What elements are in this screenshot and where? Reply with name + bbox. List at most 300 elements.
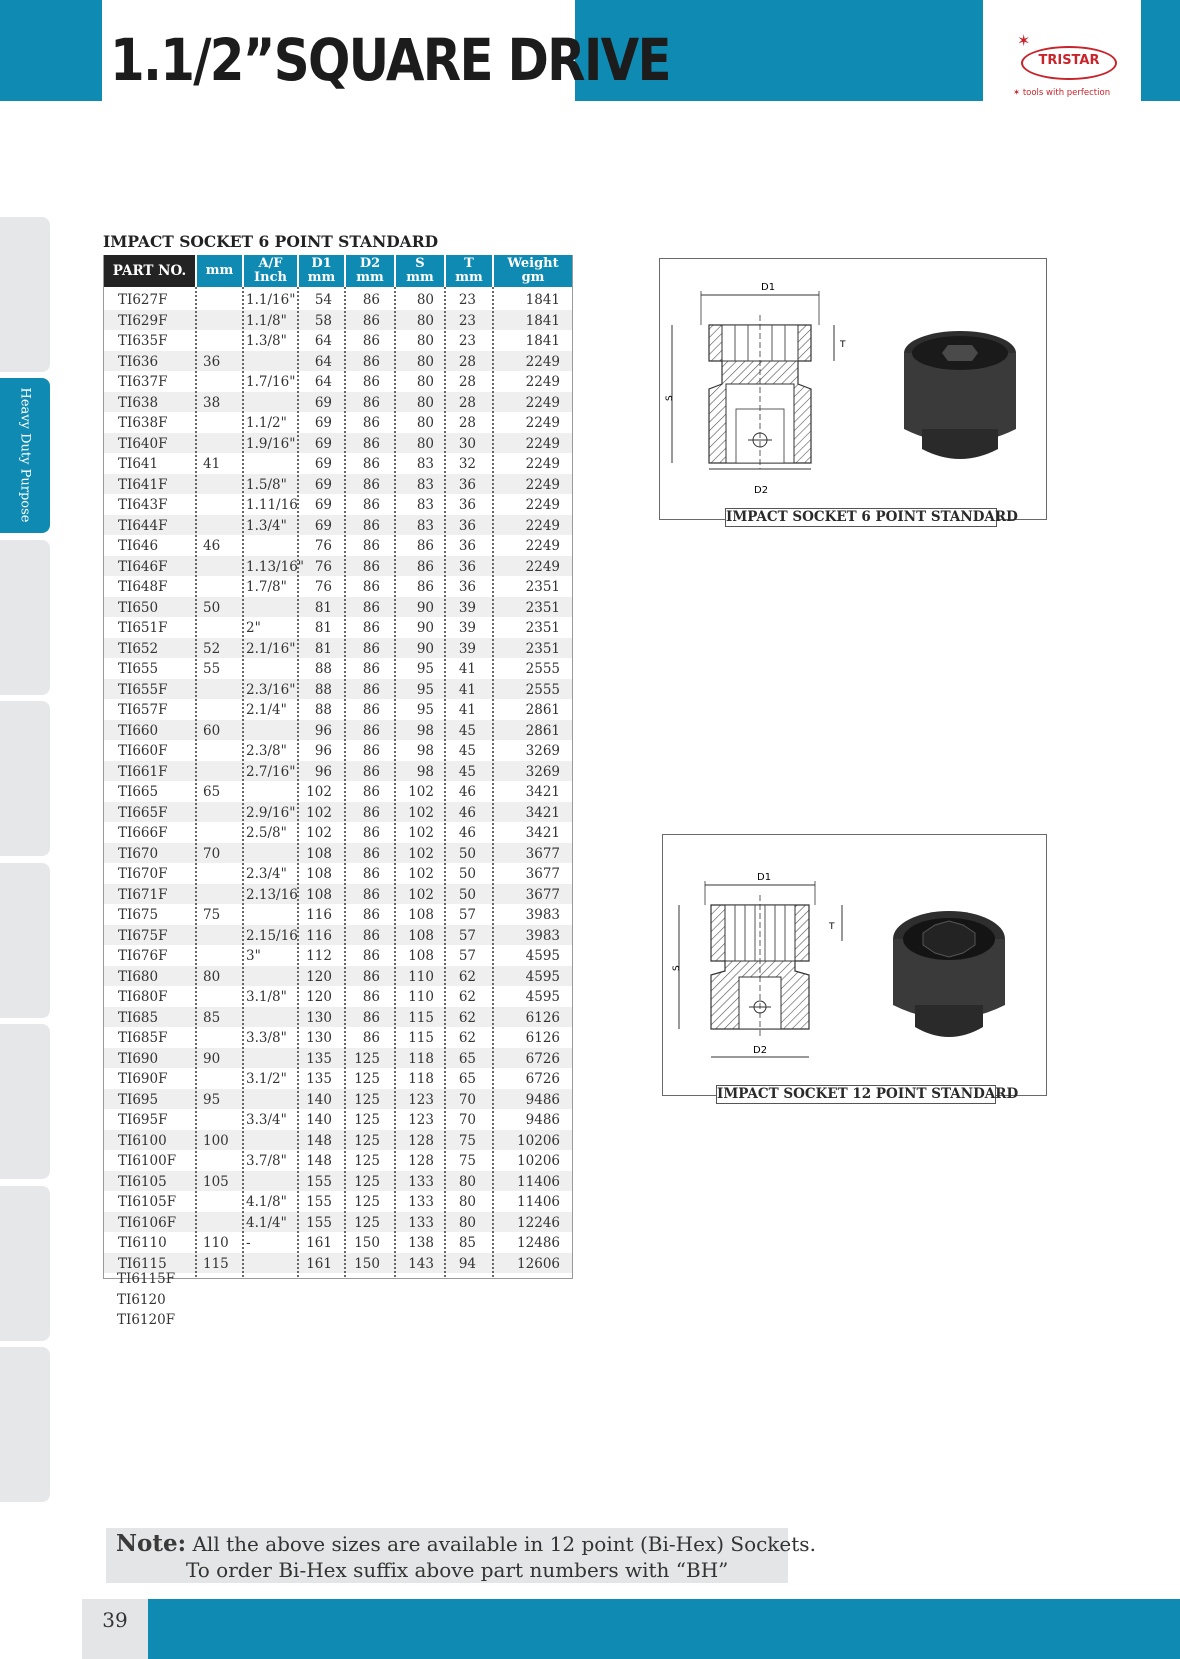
- table-cell: 86: [362, 640, 380, 657]
- table-cell: [242, 1130, 297, 1151]
- table-cell: 4595: [525, 948, 560, 964]
- table-cell: TI635F: [118, 333, 168, 349]
- table-cell: 23: [458, 312, 476, 329]
- table-cell: 2555: [525, 661, 560, 677]
- table-cell: TI644F: [118, 517, 168, 534]
- table-cell: 105: [203, 1173, 229, 1190]
- table-row: [104, 433, 572, 454]
- table-cell: TI646F: [118, 558, 168, 575]
- table-cell: 2": [246, 620, 261, 636]
- table-cell: 1.1/2": [246, 415, 287, 431]
- table-cell: 125: [354, 1091, 380, 1108]
- side-tab[interactable]: [0, 540, 50, 695]
- table-row: [104, 679, 572, 700]
- column-divider: [394, 287, 396, 1277]
- table-cell: TI6105: [118, 1173, 167, 1190]
- star-icon: ✶: [1017, 31, 1031, 50]
- table-cell: 86: [362, 579, 380, 595]
- table-cell: 2351: [525, 640, 560, 657]
- table-cell: TI636: [118, 353, 159, 370]
- table-cell: 102: [306, 825, 332, 841]
- table-cell: [195, 740, 242, 761]
- table-cell: 125: [354, 1173, 380, 1190]
- table-cell: 36: [458, 579, 476, 595]
- table-cell: 39: [458, 640, 476, 657]
- table-cell: 1.1/8": [246, 312, 287, 329]
- table-cell: 86: [362, 784, 380, 800]
- table-cell: 4.1/8": [246, 1194, 287, 1210]
- table-cell: 3983: [525, 907, 560, 923]
- table-cell: 102: [408, 845, 434, 862]
- table-cell: 108: [408, 907, 434, 923]
- table-row: [104, 1089, 572, 1110]
- table-cell: TI660: [118, 722, 159, 739]
- table-cell: 86: [416, 538, 434, 554]
- diagram-12-point: [662, 834, 1047, 1096]
- table-cell: 102: [408, 784, 434, 800]
- table-cell: 45: [458, 722, 476, 739]
- table-cell: 155: [306, 1173, 332, 1190]
- table-cell: 98: [416, 763, 434, 780]
- table-cell: 46: [458, 825, 476, 841]
- table-cell: TI676F: [118, 948, 168, 964]
- table-cell: 86: [362, 517, 380, 534]
- table-cell: TI675: [118, 907, 159, 923]
- table-cell: 1841: [525, 292, 560, 308]
- table-cell: 96: [314, 763, 332, 780]
- table-row: [104, 1150, 572, 1171]
- table-row: [104, 1130, 572, 1151]
- table-cell: 1841: [525, 333, 560, 349]
- table-cell: 83: [416, 456, 434, 472]
- table-cell: 155: [306, 1214, 332, 1231]
- table-cell: 102: [408, 825, 434, 841]
- table-row: [104, 1027, 572, 1048]
- table-row: [104, 576, 572, 597]
- table-cell: 86: [362, 968, 380, 985]
- table-cell: 75: [458, 1153, 476, 1169]
- table-cell: TI652: [118, 640, 159, 657]
- table-cell: 86: [362, 538, 380, 554]
- table-cell: 62: [458, 1009, 476, 1026]
- table-cell: 23: [458, 333, 476, 349]
- table-cell: 50: [458, 886, 476, 903]
- table-cell: TI666F: [118, 825, 168, 841]
- table-cell: 130: [306, 1009, 332, 1026]
- table-cell: 90: [203, 1050, 221, 1067]
- table-cell: 3421: [525, 825, 560, 841]
- star-icon: ✶: [1013, 88, 1023, 98]
- table-row: [104, 412, 572, 433]
- table-cell: 12486: [517, 1235, 560, 1251]
- table-cell: 86: [362, 804, 380, 821]
- table-cell: TI675F: [118, 927, 168, 944]
- table-cell: 1.1/16": [246, 292, 296, 308]
- table-cell: 81: [314, 599, 332, 616]
- table-cell: 86: [362, 1030, 380, 1046]
- table-cell: 38: [203, 394, 221, 411]
- table-cell: 1.5/8": [246, 476, 287, 493]
- table-cell: 69: [314, 456, 332, 472]
- side-tab-label: Heavy Duty Purpose: [17, 387, 33, 523]
- table-cell: TI695: [118, 1091, 159, 1108]
- table-cell: [242, 351, 297, 372]
- table-cell: TI640F: [118, 435, 168, 452]
- table-cell: [195, 412, 242, 433]
- table-cell: 3421: [525, 804, 560, 821]
- table-cell: 90: [416, 599, 434, 616]
- table-cell: 1.13/16": [246, 558, 304, 575]
- table-cell: 69: [314, 394, 332, 411]
- table-cell: 58: [314, 312, 332, 329]
- table-cell: TI660F: [118, 743, 168, 759]
- table-cell: 81: [314, 620, 332, 636]
- table-cell: 36: [458, 476, 476, 493]
- table-cell: 115: [408, 1030, 434, 1046]
- table-cell: 90: [416, 640, 434, 657]
- table-row: [104, 802, 572, 823]
- table-cell: 125: [354, 1214, 380, 1231]
- table-cell: 55: [203, 661, 221, 677]
- table-cell: 9486: [525, 1112, 560, 1128]
- table-cell: [195, 679, 242, 700]
- table-cell: 128: [408, 1153, 434, 1169]
- table-cell: 32: [458, 456, 476, 472]
- table-cell: 57: [458, 907, 476, 923]
- table-cell: 86: [362, 558, 380, 575]
- table-row: [104, 925, 572, 946]
- table-cell: 102: [306, 784, 332, 800]
- table-cell: [242, 781, 297, 802]
- table-cell: 45: [458, 763, 476, 780]
- table-cell: 110: [408, 968, 434, 985]
- table-cell: [195, 802, 242, 823]
- table-cell: TI6110: [118, 1235, 167, 1251]
- table-cell: 150: [354, 1255, 380, 1272]
- table-cell: 86: [362, 476, 380, 493]
- table-cell: 86: [362, 743, 380, 759]
- table-cell: [195, 1109, 242, 1130]
- table-cell: TI661F: [118, 763, 168, 780]
- table-cell: 80: [416, 333, 434, 349]
- table-cell: TI641F: [118, 476, 168, 493]
- table-cell: [242, 966, 297, 987]
- table-cell: 102: [408, 804, 434, 821]
- table-cell: [195, 1027, 242, 1048]
- table-cell: 4.1/4": [246, 1214, 287, 1231]
- table-cell: 116: [306, 907, 332, 923]
- table-cell: 86: [362, 722, 380, 739]
- table-cell: 70: [203, 845, 221, 862]
- table-cell: [195, 761, 242, 782]
- table-row: [104, 535, 572, 556]
- table-cell: 6726: [525, 1050, 560, 1067]
- table-cell: 57: [458, 927, 476, 944]
- table-cell: [242, 1089, 297, 1110]
- side-tab[interactable]: [0, 1024, 50, 1179]
- socket-6-point-drawing: [660, 259, 1046, 519]
- table-row: [104, 1171, 572, 1192]
- column-header: D2 mm: [346, 255, 394, 287]
- table-cell: 2249: [525, 538, 560, 554]
- table-cell: 96: [314, 743, 332, 759]
- table-title: IMPACT SOCKET 6 POINT STANDARD: [103, 232, 439, 251]
- table-cell: 46: [458, 804, 476, 821]
- table-cell: 30: [458, 435, 476, 452]
- table-cell: 10206: [517, 1153, 560, 1169]
- table-cell: TI638: [118, 394, 159, 411]
- table-cell: [242, 392, 297, 413]
- table-cell: TI695F: [118, 1112, 168, 1128]
- table-cell: TI655F: [118, 681, 168, 698]
- table-cell: 3.1/2": [246, 1071, 287, 1087]
- table-cell: 108: [408, 927, 434, 944]
- table-cell: 80: [416, 415, 434, 431]
- table-cell: 76: [314, 558, 332, 575]
- table-row: [104, 1253, 572, 1274]
- table-cell: 102: [408, 866, 434, 882]
- table-cell: TI650: [118, 599, 159, 616]
- table-cell: 83: [416, 517, 434, 534]
- table-cell: TI643F: [118, 497, 168, 513]
- table-cell: 65: [458, 1050, 476, 1067]
- logo-tagline: ✶ tools with perfection: [1013, 88, 1111, 98]
- table-cell: 4595: [525, 989, 560, 1005]
- table-cell: [242, 597, 297, 618]
- table-cell: [195, 330, 242, 351]
- table-cell: 95: [416, 661, 434, 677]
- table-cell: 80: [416, 374, 434, 390]
- table-cell: 102: [408, 886, 434, 903]
- table-cell: 161: [306, 1235, 332, 1251]
- table-cell: 86: [362, 292, 380, 308]
- table-cell: 3677: [525, 866, 560, 882]
- column-header: T mm: [446, 255, 492, 287]
- table-cell: 148: [306, 1153, 332, 1169]
- column-divider: [344, 287, 346, 1277]
- column-divider: [242, 287, 244, 1277]
- table-cell: TI629F: [118, 312, 168, 329]
- side-tab[interactable]: [0, 217, 50, 372]
- side-tab[interactable]: [0, 701, 50, 856]
- table-cell: 123: [408, 1112, 434, 1128]
- table-cell: 123: [408, 1091, 434, 1108]
- table-cell: TI690: [118, 1050, 159, 1067]
- table-row: [104, 474, 572, 495]
- table-cell: 98: [416, 743, 434, 759]
- table-cell: 80: [416, 435, 434, 452]
- side-tab-heavy-duty[interactable]: [0, 378, 50, 533]
- table-cell: 41: [203, 456, 221, 472]
- table-cell: 143: [408, 1255, 434, 1272]
- table-cell: 81: [314, 640, 332, 657]
- table-cell: TI680: [118, 968, 159, 985]
- socket-12-point-drawing: [663, 835, 1046, 1095]
- table-cell: 155: [306, 1194, 332, 1210]
- table-cell: 2249: [525, 517, 560, 534]
- table-cell: 41: [458, 702, 476, 718]
- table-cell: 116: [306, 927, 332, 944]
- table-cell: 1.3/8": [246, 333, 287, 349]
- table-cell: 1.7/16": [246, 374, 296, 390]
- table-cell: 120: [306, 968, 332, 985]
- table-cell: 86: [362, 866, 380, 882]
- note-text-line1: All the above sizes are available in 12 point (Bi-Hex) Sockets.: [186, 1532, 816, 1556]
- table-cell: 75: [203, 907, 221, 923]
- table-cell: 86: [362, 825, 380, 841]
- table-row: [104, 863, 572, 884]
- table-cell: 85: [203, 1009, 221, 1026]
- table-cell: 2.13/16: [246, 886, 298, 903]
- table-cell: 112: [306, 948, 332, 964]
- note-label: Note:: [116, 1530, 187, 1557]
- table-cell: 1.11/16: [246, 497, 298, 513]
- table-cell: 86: [362, 333, 380, 349]
- table-row: [104, 658, 572, 679]
- table-cell: 28: [458, 374, 476, 390]
- table-row: [104, 289, 572, 310]
- table-cell: 86: [362, 435, 380, 452]
- table-cell: 6126: [525, 1009, 560, 1026]
- table-cell: 2.15/16: [246, 927, 298, 944]
- table-cell: 135: [306, 1071, 332, 1087]
- table-cell: [195, 371, 242, 392]
- table-cell: 65: [203, 784, 221, 800]
- table-cell: 86: [362, 948, 380, 964]
- table-cell: [195, 433, 242, 454]
- table-cell: 133: [408, 1194, 434, 1210]
- table-cell: 2249: [525, 497, 560, 513]
- table-cell: 2249: [525, 415, 560, 431]
- table-cell: 28: [458, 415, 476, 431]
- table-cell: 115: [203, 1255, 229, 1272]
- table-cell: 83: [416, 497, 434, 513]
- column-header: mm: [197, 255, 242, 287]
- diagram-caption-6-point: IMPACT SOCKET 6 POINT STANDARD: [726, 509, 1018, 525]
- table-cell: 1.7/8": [246, 579, 287, 595]
- table-cell: 135: [306, 1050, 332, 1067]
- spec-table: [103, 255, 573, 1279]
- table-cell: 118: [408, 1071, 434, 1087]
- table-cell: 3269: [525, 743, 560, 759]
- table-cell: 2.5/8": [246, 825, 287, 841]
- table-cell: 133: [408, 1173, 434, 1190]
- table-cell: 1.9/16": [246, 435, 296, 452]
- table-row: [104, 843, 572, 864]
- table-row: [104, 617, 572, 638]
- table-cell: TI627F: [118, 292, 168, 308]
- table-cell: 110: [408, 989, 434, 1005]
- table-cell: TI685F: [118, 1030, 168, 1046]
- table-cell: TI6105F: [118, 1194, 177, 1210]
- table-cell: 125: [354, 1050, 380, 1067]
- s-label: S: [665, 395, 675, 401]
- note-text-line2: To order Bi-Hex suffix above part numbers with “BH”: [186, 1558, 729, 1582]
- table-cell: 2249: [525, 476, 560, 493]
- side-tab[interactable]: [0, 1186, 50, 1341]
- table-cell: [195, 945, 242, 966]
- table-cell: 62: [458, 989, 476, 1005]
- table-cell: TI641: [118, 456, 159, 472]
- table-cell: 69: [314, 517, 332, 534]
- table-cell: 2.3/8": [246, 743, 287, 759]
- table-row: [104, 1007, 572, 1028]
- table-cell: 2.3/4": [246, 866, 287, 882]
- table-cell: 69: [314, 476, 332, 493]
- table-cell: TI670: [118, 845, 159, 862]
- table-cell: 46: [458, 784, 476, 800]
- table-cell: 6126: [525, 1030, 560, 1046]
- side-tab[interactable]: [0, 1347, 50, 1502]
- table-cell: TI657F: [118, 702, 168, 718]
- table-cell: 125: [354, 1153, 380, 1169]
- table-cell: 2.9/16": [246, 804, 296, 821]
- t-label: T: [829, 922, 835, 932]
- table-cell: 46: [203, 538, 221, 554]
- table-cell: 3.3/4": [246, 1112, 287, 1128]
- table-cell: 138: [408, 1235, 434, 1251]
- table-cell: TI646: [118, 538, 159, 554]
- table-cell: 62: [458, 968, 476, 985]
- table-cell: 2861: [525, 722, 560, 739]
- table-cell: [195, 494, 242, 515]
- table-cell: 86: [362, 599, 380, 616]
- table-cell: 2249: [525, 374, 560, 390]
- table-cell: 3677: [525, 845, 560, 862]
- table-row: [104, 1068, 572, 1089]
- table-cell: 6726: [525, 1071, 560, 1087]
- table-cell: 128: [408, 1132, 434, 1149]
- table-cell: 86: [362, 702, 380, 718]
- table-cell: 86: [362, 456, 380, 472]
- table-cell: 2861: [525, 702, 560, 718]
- table-row: [104, 371, 572, 392]
- d1-label: D1: [757, 872, 772, 883]
- table-cell: 95: [416, 681, 434, 698]
- table-row: [104, 1109, 572, 1130]
- side-tab[interactable]: [0, 863, 50, 1018]
- table-row: [104, 966, 572, 987]
- table-cell: 115: [408, 1009, 434, 1026]
- table-cell: [242, 535, 297, 556]
- table-cell: 3.7/8": [246, 1153, 287, 1169]
- table-cell: [195, 986, 242, 1007]
- table-cell: 57: [458, 948, 476, 964]
- table-cell: 80: [416, 353, 434, 370]
- table-cell: 161: [306, 1255, 332, 1272]
- table-cell: 80: [416, 292, 434, 308]
- table-cell: 60: [203, 722, 221, 739]
- header-bar-right: [1141, 0, 1180, 101]
- table-cell: 80: [203, 968, 221, 985]
- table-cell: 140: [306, 1091, 332, 1108]
- table-cell: 86: [416, 579, 434, 595]
- table-cell: 80: [458, 1173, 476, 1190]
- footer-bar: [148, 1599, 1180, 1659]
- table-cell: 96: [314, 722, 332, 739]
- table-cell: 86: [362, 394, 380, 411]
- table-cell: [195, 699, 242, 720]
- table-cell: 86: [362, 312, 380, 329]
- table-cell: [242, 1253, 297, 1274]
- extra-part: TI6115F: [117, 1271, 176, 1287]
- tristar-logo: [1011, 24, 1129, 100]
- table-cell: [242, 1048, 297, 1069]
- table-cell: 86: [362, 989, 380, 1005]
- table-cell: 54: [314, 292, 332, 308]
- table-row: [104, 884, 572, 905]
- table-cell: 130: [306, 1030, 332, 1046]
